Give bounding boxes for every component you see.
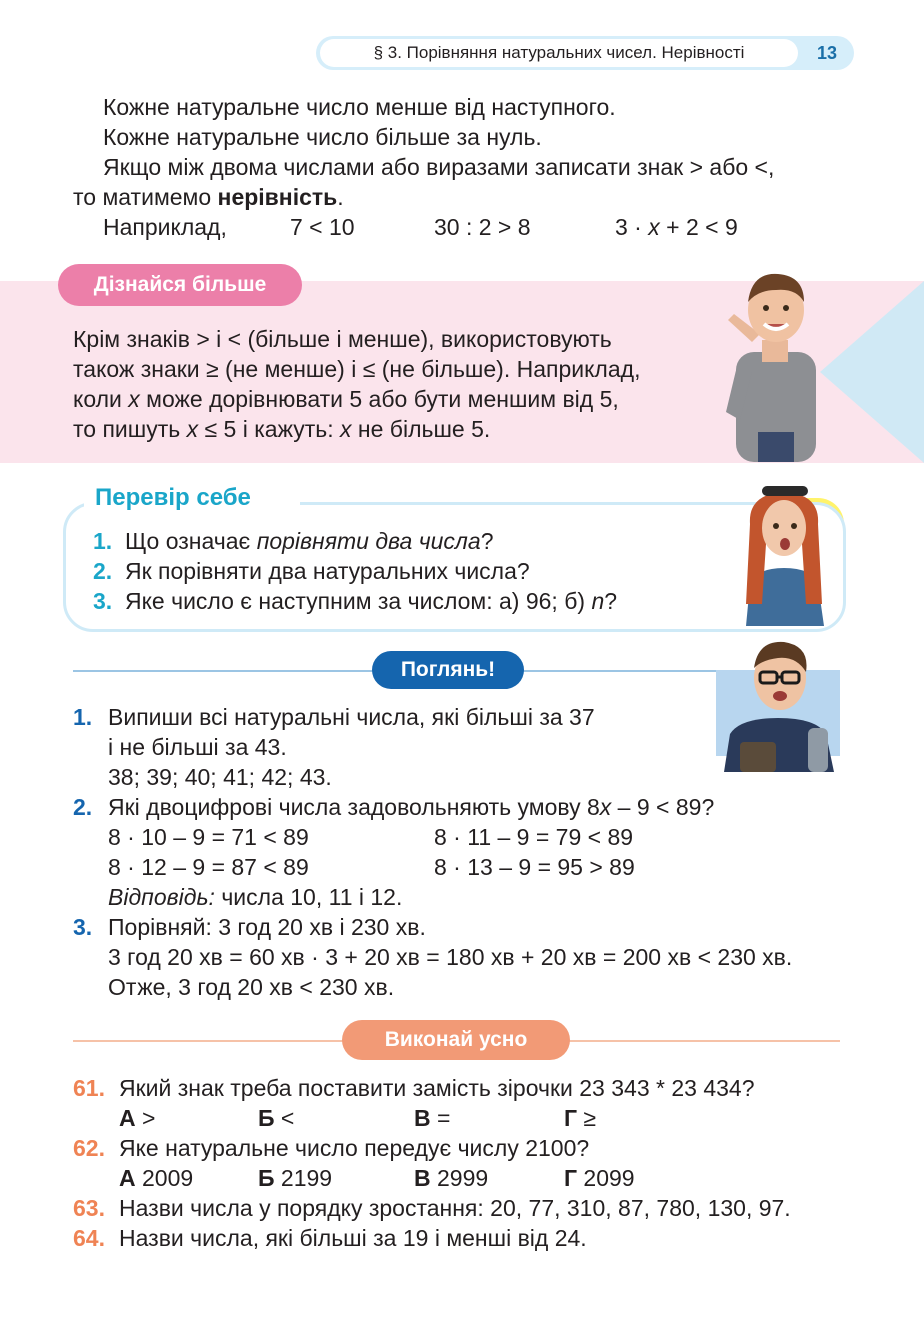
girl-illustration (736, 484, 832, 626)
look-ex3-line2: 3 год 20 хв = 60 хв · 3 + 20 хв = 180 хв + 20 хв = 200 хв < 230 хв. (108, 944, 793, 970)
look-ex2-calc-2: 8 · 11 – 9 = 79 < 89 (434, 824, 634, 850)
problem-61-option-c: В = (414, 1105, 451, 1131)
intro-line-1: Кожне натуральне число менше від наступного. (103, 94, 616, 120)
learn-line-3: коли x може дорівнювати 5 або бути меншим від 5, (73, 386, 619, 412)
problem-61-text: Який знак треба поставити замість зірочки 23 343 * 23 434? (119, 1075, 755, 1101)
problem-62-option-d: Г 2099 (564, 1165, 635, 1191)
problem-62-num: 62. (73, 1135, 105, 1161)
look-ex3-line3: Отже, 3 год 20 хв < 230 хв. (108, 974, 395, 1000)
look-ex1-line2: і не більші за 43. (108, 734, 287, 760)
look-label: Поглянь! (372, 651, 524, 689)
boy-glasses-illustration (718, 638, 840, 772)
look-ex1-line3: 38; 39; 40; 41; 42; 43. (108, 764, 332, 790)
learn-line-4: то пишуть x ≤ 5 і кажуть: x не більше 5. (73, 416, 491, 442)
boy-pointing-illustration (718, 262, 828, 462)
learn-more-label: Дізнайся більше (58, 264, 302, 306)
check-item-3: 3. Яке число є наступним за числом: а) 96; б) n? (93, 588, 618, 614)
problem-62-text: Яке натуральне число передує числу 2100? (119, 1135, 590, 1161)
check-item-1: 1. Що означає порівняти два числа? (93, 528, 494, 554)
look-ex2-calc-4: 8 · 13 – 9 = 95 > 89 (434, 854, 635, 880)
look-ex1-num: 1. (73, 704, 93, 730)
check-yourself-title: Перевір себе (95, 484, 251, 511)
problem-62-option-a: А 2009 (119, 1165, 194, 1191)
look-ex2-calc-1: 8 · 10 – 9 = 71 < 89 (108, 824, 309, 850)
learn-line-2: також знаки ≥ (не менше) і ≤ (не більше). Наприклад, (73, 356, 641, 382)
problem-61-option-d: Г ≥ (564, 1105, 597, 1131)
problem-64-text: Назви числа, які більші за 19 і менші від 24. (119, 1225, 587, 1251)
example-2: 30 : 2 > 8 (434, 214, 531, 240)
look-ex2-answer: Відповідь: числа 10, 11 і 12. (108, 884, 403, 910)
intro-line-4: то матимемо нерівність. (73, 184, 344, 210)
look-ex2-num: 2. (73, 794, 93, 820)
oral-label: Виконай усно (342, 1020, 570, 1060)
example-1: 7 < 10 (290, 214, 355, 240)
learn-line-1: Крім знаків > і < (більше і менше), використовують (73, 326, 612, 352)
look-ex1-line1: Випиши всі натуральні числа, які більші за 37 (108, 704, 595, 730)
problem-61-num: 61. (73, 1075, 105, 1101)
check-item-2: 2. Як порівняти два натуральних числа? (93, 558, 530, 584)
page-number: 13 (816, 43, 838, 63)
problem-63-num: 63. (73, 1195, 105, 1221)
problem-63-text: Назви числа у порядку зростання: 20, 77, 310, 87, 780, 130, 97. (119, 1195, 791, 1221)
intro-line-3: Якщо між двома числами або виразами записати знак > або <, (103, 154, 775, 180)
problem-64-num: 64. (73, 1225, 105, 1251)
example-3: 3 · x + 2 < 9 (615, 214, 738, 240)
problem-61-option-a: А > (119, 1105, 156, 1131)
intro-line-2: Кожне натуральне число більше за нуль. (103, 124, 542, 150)
section-title: § 3. Порівняння натуральних чисел. Нерівності (320, 39, 798, 67)
look-ex2-line1: Які двоцифрові числа задовольняють умову 8x – 9 < 89? (108, 794, 715, 820)
look-ex3-line1: Порівняй: 3 год 20 хв і 230 хв. (108, 914, 426, 940)
problem-62-option-b: Б 2199 (258, 1165, 333, 1191)
example-label: Наприклад, (103, 214, 227, 240)
problem-62-option-c: В 2999 (414, 1165, 489, 1191)
look-ex3-num: 3. (73, 914, 93, 940)
look-ex2-calc-3: 8 · 12 – 9 = 87 < 89 (108, 854, 309, 880)
problem-61-option-b: Б < (258, 1105, 295, 1131)
term-inequality: нерівність (217, 184, 338, 210)
